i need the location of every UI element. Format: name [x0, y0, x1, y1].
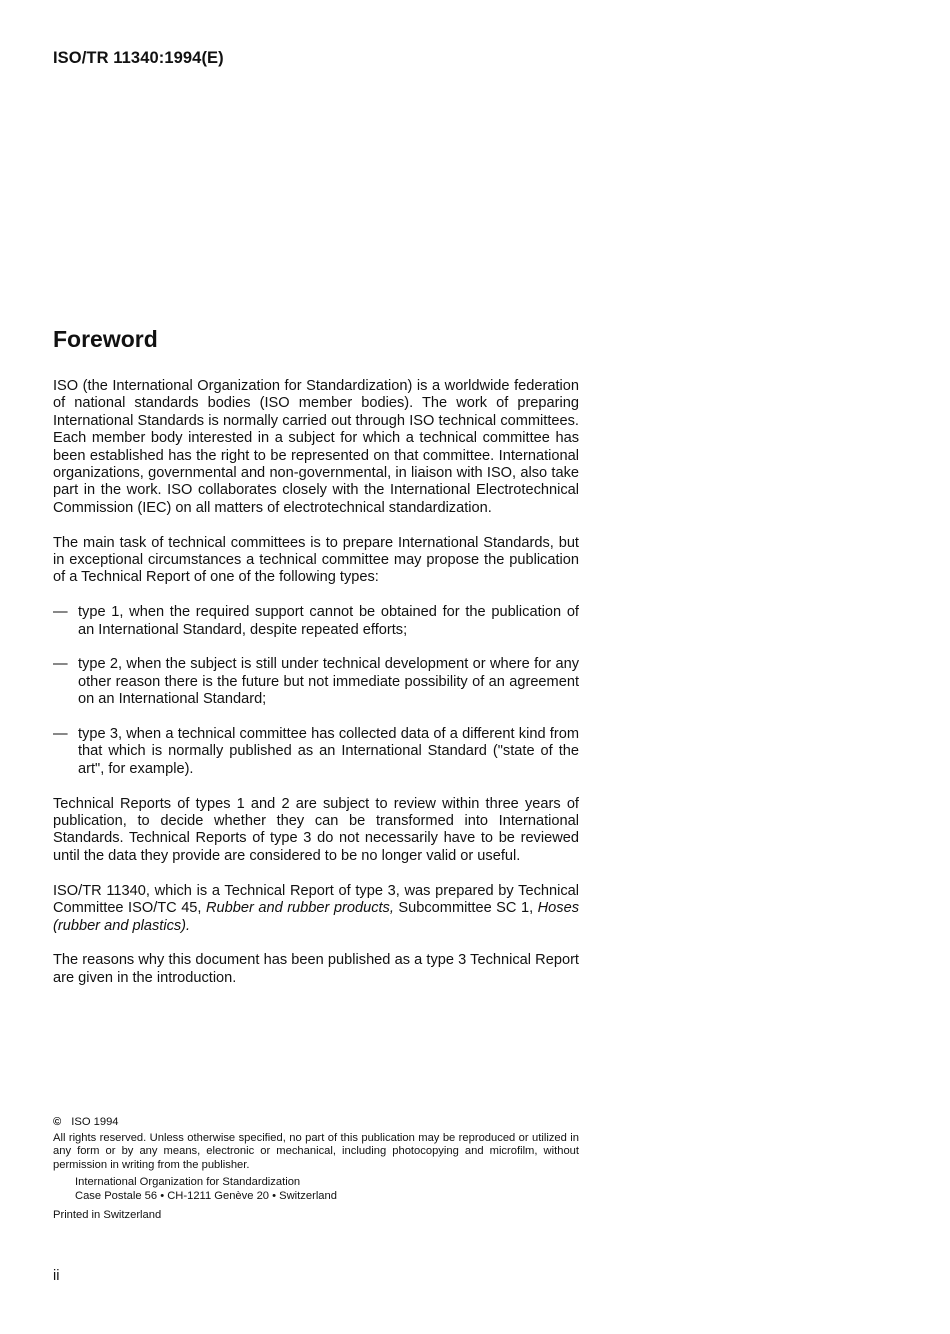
foreword-body: [53, 378, 579, 1005]
copyright-icon: ©: [53, 1116, 62, 1128]
org-name: International Organization for Standardization: [75, 1176, 301, 1189]
type-3-text: type 3, when a technical committee has collected data of a different kind from that which is normally published as an International Standard ("state of the art", for example).: [78, 726, 579, 777]
copyright-line: [53, 1116, 579, 1130]
printed-in: Printed in Switzerland: [53, 1208, 162, 1221]
copyright-text: ISO 1994: [71, 1116, 119, 1128]
preparation-middle: Subcommittee SC 1,: [393, 900, 538, 917]
list-dash: —: [53, 604, 68, 621]
type-1-text: type 1, when the required support cannot be obtained for the publication of an International Standard, despite repeated efforts;: [78, 604, 579, 638]
foreword-paragraph-main-task: The main task of technical committees is to prepare International Standards, but in exceptional circumstances a technical committee may propose the publication of a Technical Report of one of the following types:: [53, 534, 579, 586]
subcommittee-name: Hoses (rubber and plastics).: [53, 900, 579, 934]
list-dash: —: [53, 656, 68, 673]
document-identifier: ISO/TR 11340:1994(E): [53, 49, 224, 67]
list-item: [53, 656, 579, 708]
committee-name: Rubber and rubber products,: [205, 900, 394, 917]
list-item: [53, 604, 579, 639]
foreword-heading: Foreword: [53, 326, 158, 352]
technical-report-types-list: [53, 604, 579, 778]
publisher-address: [53, 1176, 579, 1203]
rights-statement: All rights reserved. Unless otherwise specified, no part of this publication may be reproduced or utilized in any form or by any means, electronic or mechanical, including photocopying and microfilm, without permission in writing from the publisher.: [53, 1131, 579, 1171]
foreword-paragraph-review: Technical Reports of types 1 and 2 are subject to review within three years of publication, to decide whether they can be transformed into International Standards. Technical Reports of type 3 do not necessarily have to be reviewed until the data they provide are considered to be no longer valid or useful.: [53, 795, 579, 864]
foreword-paragraph-reasons: The reasons why this document has been published as a type 3 Technical Report are given in the introduction.: [53, 952, 579, 986]
list-dash: —: [53, 726, 68, 743]
foreword-paragraph-preparation: [53, 883, 579, 935]
type-2-text: type 2, when the subject is still under technical development or where for any other reason there is the future but not immediate possibility of an agreement on an International Standard;: [78, 656, 579, 708]
foreword-paragraph-iso-intro: ISO (the International Organization for Standardization) is a worldwide federation of national standards bodies (ISO member bodies). The work of preparing International Standards is normally carried out through ISO technical committees. Each member body interested in a subject for which a technical committee has been established has the right to be represented on that committee. International organizations, governmental and non-governmental, in liaison with ISO, also take part in the work. ISO collaborates closely with the International Electrotechnical Commission (IEC) on all matters of electrotechnical standardization.: [53, 378, 579, 516]
page-number: ii: [53, 1268, 60, 1284]
list-item: [53, 726, 579, 778]
preparation-prefix: ISO/TR 11340, which is a Technical Report of type 3, was prepared by Technical Committee ISO/TC 45,: [53, 882, 579, 917]
org-address: Case Postale 56 • CH-1211 Genève 20 • Switzerland: [75, 1189, 337, 1202]
copyright-footer: [53, 1116, 579, 1222]
